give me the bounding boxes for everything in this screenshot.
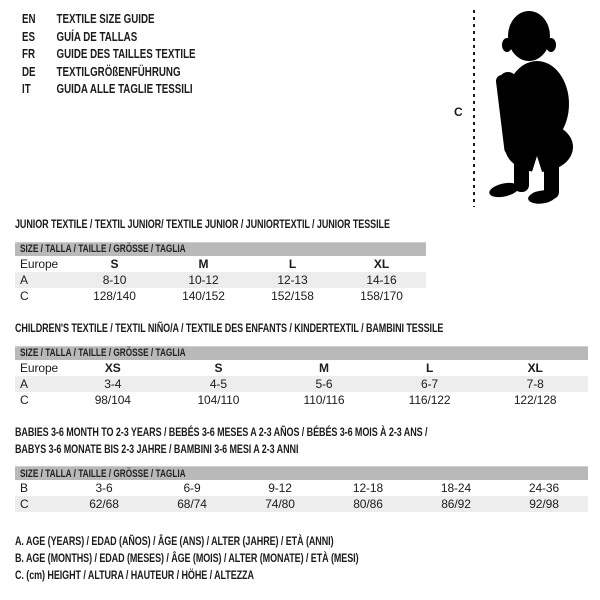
table-cell: M	[198, 256, 209, 271]
table-row	[15, 496, 588, 512]
table-cell: 68/74	[177, 497, 207, 511]
language-item	[22, 10, 196, 28]
table-cell: L	[425, 360, 434, 375]
size-header-bar	[15, 466, 588, 480]
table-cell: 18-24	[440, 481, 472, 495]
language-list	[22, 10, 253, 98]
table-cell: 152/158	[271, 288, 314, 303]
table-row	[15, 256, 426, 272]
footnote: B. AGE (MONTHS) / EDAD (MESES) / ÂGE (MOIS) / ALTER (MONATE) / ETÀ (MESI)	[15, 551, 359, 565]
table-cell: 4-5	[209, 376, 227, 391]
table-cell: 110/116	[303, 392, 345, 407]
size-header-bar	[15, 346, 588, 360]
table-cell: 86/92	[441, 497, 471, 511]
table-cell: 80/86	[353, 497, 383, 511]
table-cell: M	[319, 360, 329, 375]
size-header-bar	[15, 242, 426, 256]
table-cell: 8-10	[102, 272, 127, 287]
table-cell: 24-36	[528, 481, 560, 495]
language-item	[22, 28, 196, 46]
table-cell: 12-18	[352, 481, 384, 495]
table-row	[15, 480, 588, 496]
table-cell: 122/128	[513, 392, 557, 407]
table-title: CHILDREN'S TEXTILE / TEXTIL NIÑO/A / TEXTILE DES ENFANTS / KINDERTEXTIL / BAMBINI TESSILE	[15, 321, 444, 335]
table-cell: 6-7	[421, 376, 439, 391]
table-row	[15, 360, 588, 376]
table-title: JUNIOR TEXTILE / TEXTIL JUNIOR/ TEXTILE JUNIOR / JUNIORTEXTIL / JUNIOR TESSILE	[15, 217, 390, 231]
toddler-silhouette-icon	[487, 9, 587, 209]
language-code: DE	[22, 63, 36, 79]
row-label: Europe	[20, 360, 59, 375]
language-label: TEXTILE SIZE GUIDE	[56, 11, 155, 26]
language-label: GUIDE DES TAILLES TEXTILE	[56, 46, 196, 61]
footnote: A. AGE (YEARS) / EDAD (AÑOS) / ÂGE (ANS) / ALTER (JAHRE) / ETÀ (ANNI)	[15, 534, 334, 548]
language-label: TEXTILGRÖßENFÜHRUNG	[56, 63, 181, 79]
table-cell: S	[110, 256, 119, 271]
size-header-label: SIZE / TALLA / TAILLE / GRÖSSE / TAGLIA	[20, 243, 186, 255]
table-childrens-textile	[15, 320, 588, 408]
table-junior-textile	[15, 216, 426, 304]
row-label: A	[20, 272, 28, 287]
language-code: FR	[22, 46, 36, 61]
table-cell: 3-6	[95, 481, 113, 495]
size-header-label: SIZE / TALLA / TAILLE / GRÖSSE / TAGLIA	[20, 467, 186, 480]
language-item	[22, 45, 196, 63]
table-row	[15, 272, 426, 288]
table-cell: 10-12	[188, 272, 219, 287]
table-cell: XL	[527, 360, 543, 375]
language-item	[22, 63, 196, 81]
row-label: C	[20, 392, 29, 407]
table-cell: 3-4	[104, 376, 122, 391]
table-cell: XL	[373, 256, 390, 271]
table-row	[15, 376, 588, 392]
table-cell: 12-13	[277, 272, 308, 287]
row-label: A	[20, 376, 28, 391]
table-cell: 128/140	[93, 288, 136, 303]
footnotes	[15, 533, 473, 584]
language-label: GUIDA ALLE TAGLIE TESSILI	[56, 81, 193, 96]
language-label: GUÍA DE TALLAS	[56, 28, 138, 44]
height-measure-label: C	[454, 105, 463, 119]
table-row	[15, 392, 588, 408]
row-label: C	[20, 288, 29, 303]
table-cell: 92/98	[529, 497, 559, 511]
size-header-label: SIZE / TALLA / TAILLE / GRÖSSE / TAGLIA	[20, 347, 186, 359]
table-cell: 7-8	[526, 376, 544, 391]
table-cell: 9-12	[268, 481, 292, 495]
table-cell: L	[288, 256, 297, 271]
table-cell: 140/152	[182, 288, 225, 303]
table-cell: 116/122	[408, 392, 451, 407]
table-cell: 6-9	[183, 481, 201, 495]
table-cell: 14-16	[366, 272, 397, 287]
language-code: IT	[22, 81, 31, 96]
table-cell: 158/170	[360, 288, 403, 303]
table-cell: XS	[104, 360, 121, 375]
row-label: C	[20, 497, 29, 511]
table-cell: 104/110	[197, 392, 240, 407]
language-item	[22, 80, 196, 98]
language-code: EN	[22, 11, 36, 26]
row-label: Europe	[20, 256, 59, 271]
table-cell: 98/104	[94, 392, 131, 407]
footnote: C. (cm) HEIGHT / ALTURA / HAUTEUR / HÖHE / ALTEZZA	[15, 568, 254, 582]
table-row	[15, 288, 426, 304]
row-label: B	[20, 481, 28, 495]
table-cell: 74/80	[265, 497, 295, 511]
table-cell: S	[214, 360, 223, 375]
height-measure-line	[473, 10, 475, 207]
table-title: BABIES 3-6 MONTH TO 2-3 YEARS / BEBÉS 3-6 MESES A 2-3 AÑOS / BÉBÉS 3-6 MOIS À 2-3 ANS /	[15, 425, 428, 439]
table-cell: 62/68	[89, 497, 119, 511]
language-code: ES	[22, 28, 36, 44]
table-title: BABYS 3-6 MONATE BIS 2-3 JAHRE / BAMBINI 3-6 MESI A 2-3 ANNI	[15, 441, 299, 456]
table-cell: 5-6	[315, 376, 333, 391]
table-babies-textile	[15, 424, 588, 512]
